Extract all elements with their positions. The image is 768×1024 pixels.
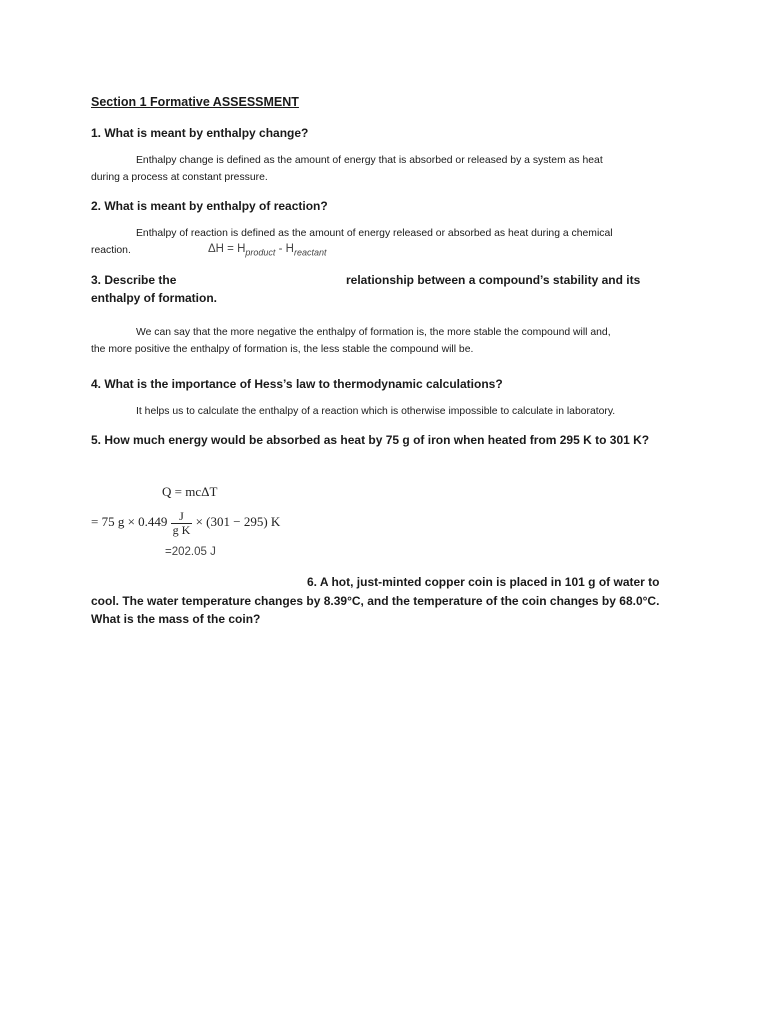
answer-1-line-1: Enthalpy change is defined as the amount of energy that is absorbed or released by a system as heat — [136, 155, 603, 166]
question-3-part-1: 3. Describe the — [91, 273, 177, 287]
formula-minus-h: - H — [275, 243, 294, 255]
formula-delta-h: ΔH = H — [208, 243, 246, 255]
equation-result: =202.05 J — [165, 546, 216, 558]
question-2: 2. What is meant by enthalpy of reaction? — [91, 199, 328, 213]
answer-3-line-1: We can say that the more negative the enthalpy of formation is, the more stable the compound will and, — [136, 327, 611, 338]
answer-1-line-2: during a process at constant pressure. — [91, 172, 268, 183]
question-1: 1. What is meant by enthalpy change? — [91, 126, 309, 140]
answer-2-line-1: Enthalpy of reaction is defined as the amount of energy released or absorbed as heat during a chemical — [136, 228, 613, 239]
answer-3-line-2: the more positive the enthalpy of formation is, the less stable the compound will be. — [91, 344, 474, 355]
section-title: Section 1 Formative ASSESSMENT — [91, 95, 299, 109]
equation-line-2 — [91, 508, 280, 537]
formula-reactant-subscript: reactant — [293, 247, 327, 258]
equation-line-1: Q = mcΔT — [162, 484, 218, 499]
question-6-line-2: cool. The water temperature changes by 8.39°C, and the temperature of the coin changes by 68.0°C. — [91, 594, 660, 608]
question-3-line-2: enthalpy of formation. — [91, 291, 217, 305]
question-4: 4. What is the importance of Hess’s law to thermodynamic calculations? — [91, 377, 503, 391]
unit-fraction-denominator: g K — [172, 522, 191, 537]
formula-product-subscript: product — [245, 247, 276, 258]
enthalpy-formula — [208, 243, 327, 257]
answer-2-line-2: reaction. — [91, 245, 131, 256]
question-6-line-3: What is the mass of the coin? — [91, 612, 261, 626]
question-6-line-1: 6. A hot, just-minted copper coin is placed in 101 g of water to — [307, 575, 660, 589]
unit-fraction-numerator: J — [179, 508, 184, 523]
equation-temperature-change: × (301 − 295) K — [195, 514, 281, 529]
equation-mass-specific-heat: = 75 g × 0.449 — [91, 514, 168, 529]
answer-4: It helps us to calculate the enthalpy of a reaction which is otherwise impossible to calculate in laboratory. — [136, 406, 616, 417]
question-3-part-2: relationship between a compound’s stability and its — [346, 273, 641, 287]
question-5: 5. How much energy would be absorbed as heat by 75 g of iron when heated from 295 K to 301 K? — [91, 433, 650, 447]
unit-fraction — [171, 510, 193, 537]
